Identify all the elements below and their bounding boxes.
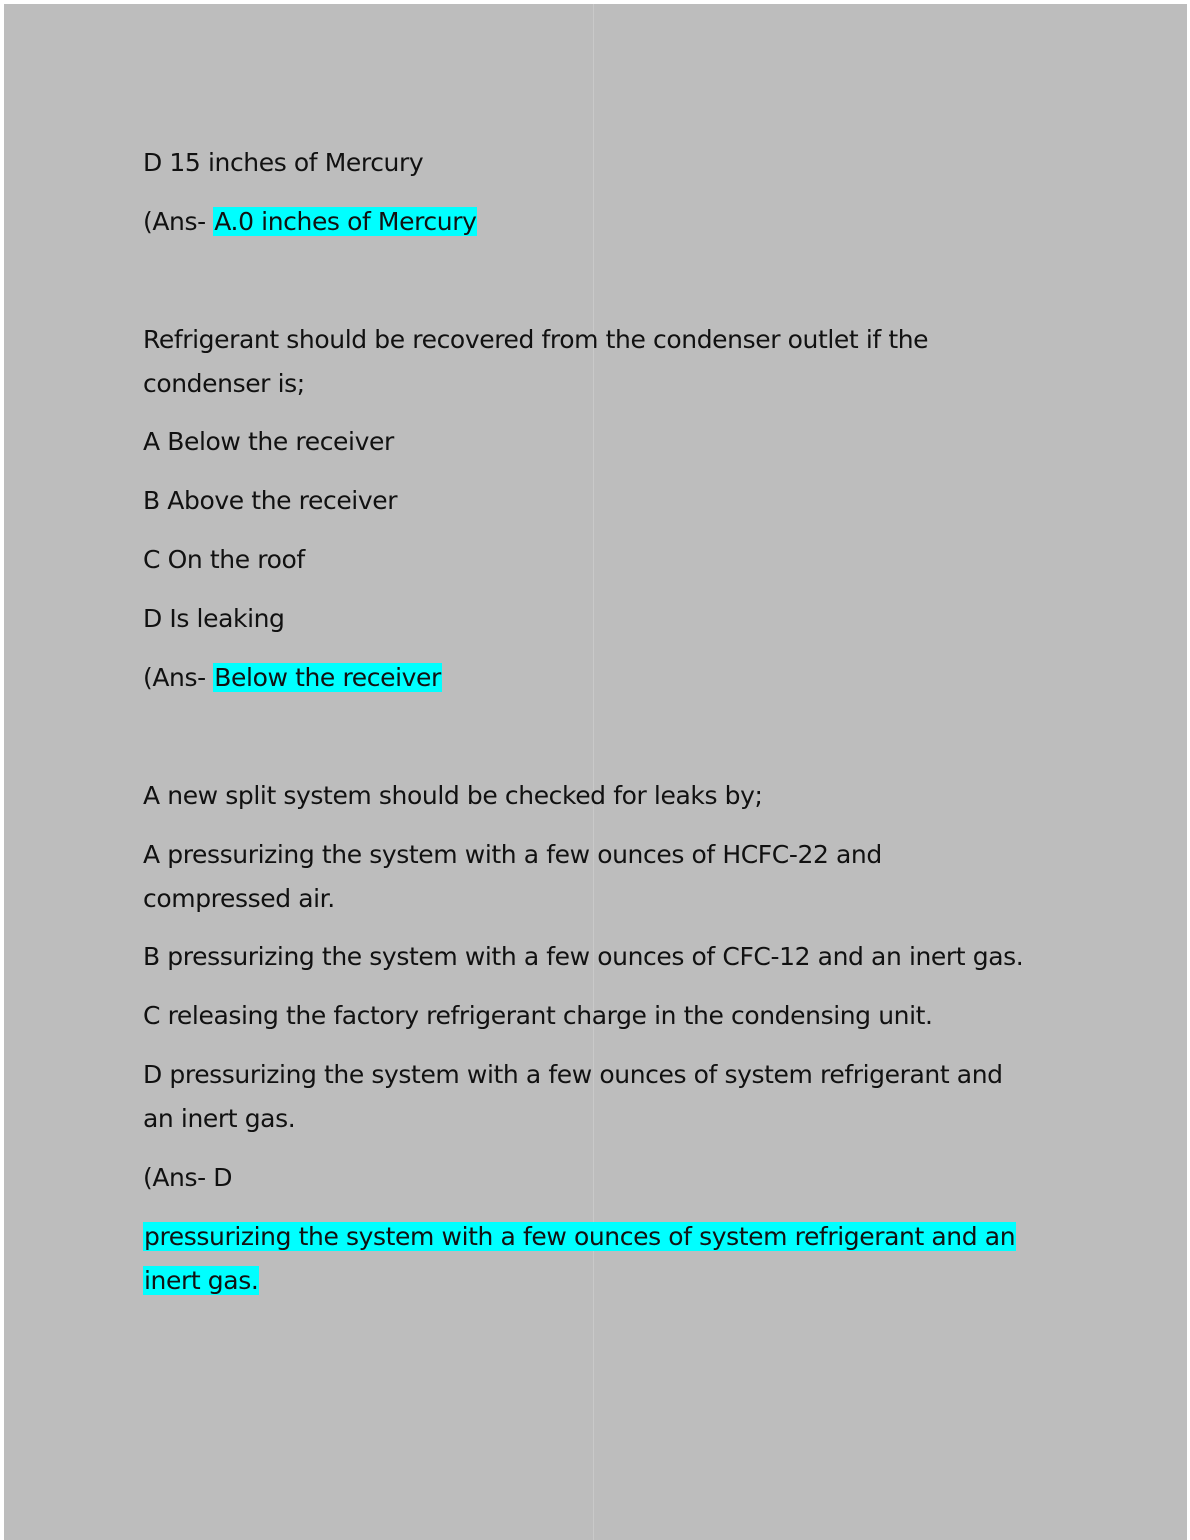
- document-page: [4, 4, 1187, 1540]
- q1-answer: [143, 656, 442, 700]
- q2-question: A new split system should be checked for leaks by;: [143, 781, 763, 810]
- q2-answer-line1: [143, 1215, 1016, 1259]
- q2-answer-highlight-line2: inert gas.: [144, 1266, 259, 1295]
- page-fold-line: [593, 4, 594, 1540]
- q2-option-d-line2: an inert gas.: [143, 1104, 296, 1133]
- q1-option-c: C On the roof: [143, 545, 305, 574]
- q0-answer-highlight: A.0 inches of Mercury: [214, 207, 477, 236]
- q2-answer-prefix: (Ans- D: [143, 1163, 233, 1192]
- q0-option-d: D 15 inches of Mercury: [143, 148, 424, 177]
- q1-answer-highlight: Below the receiver: [214, 663, 441, 692]
- q1-answer-prefix: (Ans-: [143, 663, 214, 692]
- q1-option-a: A Below the receiver: [143, 427, 394, 456]
- q2-option-a-line2: compressed air.: [143, 884, 335, 913]
- q2-option-c: C releasing the factory refrigerant charge in the condensing unit.: [143, 1001, 933, 1030]
- q1-option-b: B Above the receiver: [143, 486, 398, 515]
- q1-option-d: D Is leaking: [143, 604, 285, 633]
- q2-option-d-line1: D pressurizing the system with a few ounces of system refrigerant and: [143, 1060, 1003, 1089]
- q0-answer-prefix: (Ans-: [143, 207, 214, 236]
- q1-question-line2: condenser is;: [143, 369, 305, 398]
- q1-question-line1: Refrigerant should be recovered from the condenser outlet if the: [143, 325, 929, 354]
- q0-answer: [143, 200, 477, 244]
- q2-option-b: B pressurizing the system with a few ounces of CFC-12 and an inert gas.: [143, 942, 1024, 971]
- q2-answer-highlight-line1: pressurizing the system with a few ounces of system refrigerant and an: [144, 1222, 1016, 1251]
- q2-option-a-line1: A pressurizing the system with a few ounces of HCFC-22 and: [143, 840, 882, 869]
- q2-answer-line2: [143, 1259, 259, 1303]
